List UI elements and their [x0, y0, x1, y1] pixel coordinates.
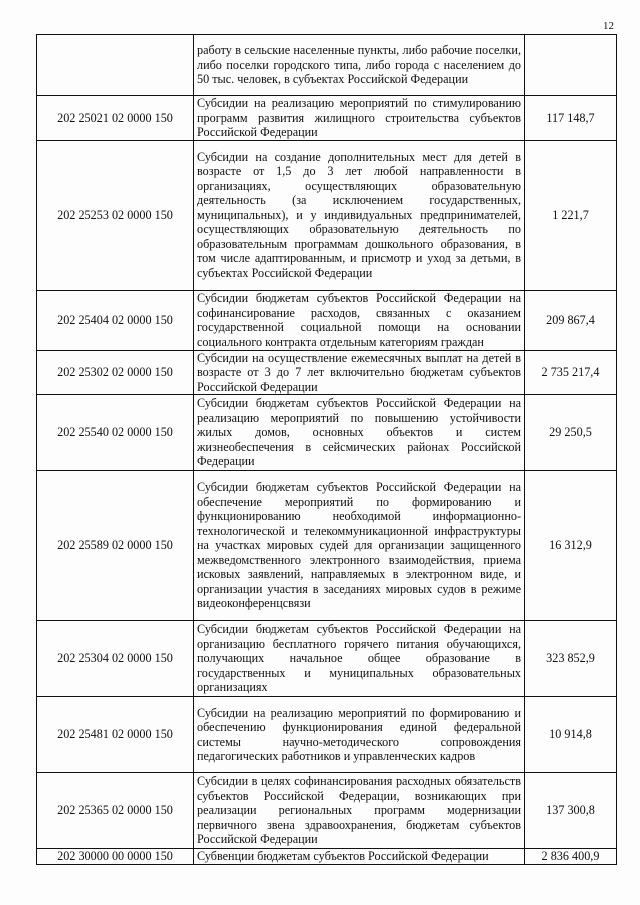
description-cell: Субсидии бюджетам субъектов Российской Федерации на обеспечение мероприятий по формированию и функционированию необходимой информационно-технологической и телекоммуникационной инфраструктуры на участках мировых судей для организации защищенного межведомственного электронного взаимодействия, приема исковых заявлений, направляемых в электронном виде, и организации участия в заседаниях мировых судов в режиме видеоконференцсвязи: [194, 471, 525, 621]
amount-cell: 117 148,7: [525, 96, 617, 141]
page-number: 12: [603, 20, 614, 32]
table-row: [37, 350, 617, 395]
amount-cell: 2 836 400,9: [525, 849, 617, 865]
code-cell: 202 25481 02 0000 150: [37, 697, 194, 773]
budget-table: [36, 34, 617, 865]
amount-cell: 2 735 217,4: [525, 350, 617, 395]
code-cell: 202 25253 02 0000 150: [37, 140, 194, 290]
code-cell: 202 25589 02 0000 150: [37, 471, 194, 621]
table-row: [37, 471, 617, 621]
amount-cell: 209 867,4: [525, 290, 617, 350]
code-cell: [37, 35, 194, 96]
table-row: [37, 96, 617, 141]
description-cell: работу в сельские населенные пункты, либо рабочие поселки, либо поселки городского типа, либо города с населением до 50 тыс. человек, в субъектах Российской Федерации: [194, 35, 525, 96]
code-cell: 202 25540 02 0000 150: [37, 395, 194, 471]
description-cell: Субсидии на реализацию мероприятий по стимулированию программ развития жилищного строительства субъектов Российской Федерации: [194, 96, 525, 141]
amount-cell: [525, 35, 617, 96]
description-cell: Субсидии на осуществление ежемесячных выплат на детей в возрасте от 3 до 7 лет включительно бюджетам субъектов Российской Федерации: [194, 350, 525, 395]
description-cell: Субсидии бюджетам субъектов Российской Федерации на реализацию мероприятий по повышению устойчивости жилых домов, основных объектов и систем жизнеобеспечения в сейсмических районах Российской Федерации: [194, 395, 525, 471]
description-cell: Субвенции бюджетам субъектов Российской Федерации: [194, 849, 525, 865]
description-cell: Субсидии на создание дополнительных мест для детей в возрасте от 1,5 до 3 лет любой направленности в организациях, осуществляющих образовательную деятельность (за исключением государственных, муниципальных), и у индивидуальных предпринимателей, осуществляющих образовательную деятельность по образовательным программам дошкольного образования, в том числе адаптированным, и присмотр и уход за детьми, в субъектах Российской Федерации: [194, 140, 525, 290]
table-row: [37, 849, 617, 865]
amount-cell: 10 914,8: [525, 697, 617, 773]
description-cell: Субсидии бюджетам субъектов Российской Федерации на организацию бесплатного горячего питания обучающихся, получающих начальное общее образование в государственных и муниципальных образовательных организациях: [194, 621, 525, 697]
table-row: [37, 773, 617, 849]
amount-cell: 323 852,9: [525, 621, 617, 697]
amount-cell: 16 312,9: [525, 471, 617, 621]
description-cell: Субсидии в целях софинансирования расходных обязательств субъектов Российской Федерации, возникающих при реализации региональных программ модернизации первичного звена здравоохранения, бюджетам субъектов Российской Федерации: [194, 773, 525, 849]
table-row: [37, 697, 617, 773]
code-cell: 202 30000 00 0000 150: [37, 849, 194, 865]
table-row: [37, 395, 617, 471]
code-cell: 202 25304 02 0000 150: [37, 621, 194, 697]
code-cell: 202 25302 02 0000 150: [37, 350, 194, 395]
description-cell: Субсидии на реализацию мероприятий по формированию и обеспечению функционирования единой федеральной системы научно-методического сопровождения педагогических работников и управленческих кадров: [194, 697, 525, 773]
table-row: [37, 290, 617, 350]
amount-cell: 137 300,8: [525, 773, 617, 849]
amount-cell: 1 221,7: [525, 140, 617, 290]
table-row: [37, 35, 617, 96]
code-cell: 202 25365 02 0000 150: [37, 773, 194, 849]
table-row: [37, 140, 617, 290]
table-row: [37, 621, 617, 697]
code-cell: 202 25404 02 0000 150: [37, 290, 194, 350]
amount-cell: 29 250,5: [525, 395, 617, 471]
description-cell: Субсидии бюджетам субъектов Российской Федерации на софинансирование расходов, связанных с оказанием государственной социальной помощи на основании социального контракта отдельным категориям граждан: [194, 290, 525, 350]
code-cell: 202 25021 02 0000 150: [37, 96, 194, 141]
